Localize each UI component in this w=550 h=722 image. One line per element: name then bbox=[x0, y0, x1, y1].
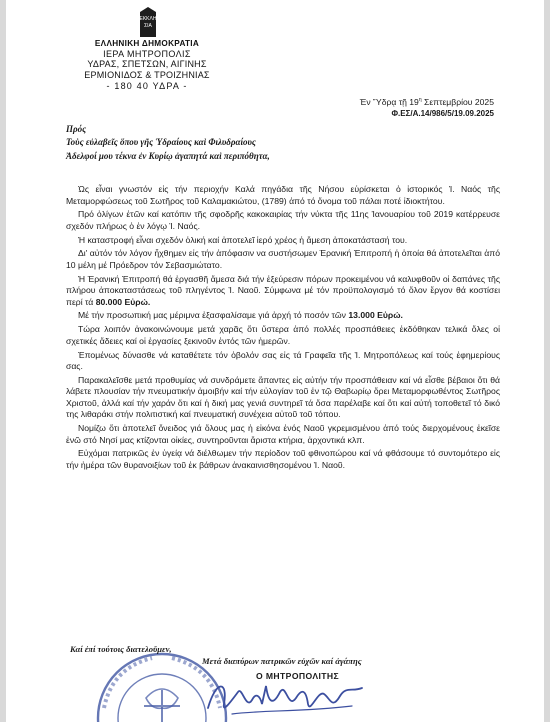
svg-text:ΕΚΚΛΗ: ΕΚΚΛΗ bbox=[139, 16, 157, 22]
header-regions: ΕΡΜΙΟΝΙΔΟΣ & ΤΡΟΙΖΗΝΙΑΣ bbox=[84, 70, 210, 80]
header-postcode: - 180 40 ΥΔΡΑ - bbox=[106, 81, 188, 91]
signatory-title: Ο ΜΗΤΡΟΠΟΛΙΤΗΣ bbox=[256, 671, 340, 681]
paragraph: Μέ τήν προσωπική μας μέριμνα ἐξασφαλίσαμε γιά ἀρχή τό ποσόν τῶν 13.000 Εὐρώ. bbox=[78, 310, 403, 321]
address-recipients: Τοὺς εὐλαβεῖς ὅπου γῆς Ὑδραίους καὶ Φιλυδραίους bbox=[66, 137, 256, 147]
paragraph: Ἡ καταστροφή εἶναι σχεδόν ὁλική καί ἀποτελεῖ ἱερό χρέος ἡ ἄμεση ἀποκατάστασή του. bbox=[78, 234, 408, 245]
secured-amount: 13.000 Εὐρώ. bbox=[348, 310, 403, 321]
address-salutation: Ἀδελφοί μου τέκνα ἐν Κυρίῳ ἀγαπητά καὶ περιπόθητα, bbox=[66, 151, 270, 161]
dateline: Ἐν Ὕδρᾳ τῇ $19^\eta$ Σεπτεμβρίου 2025 bbox=[359, 97, 494, 107]
paragraph: Ὡς εἶναι γνωστόν εἰς τήν περιοχήν Καλά πηγάδια τῆς Νήσου εὑρίσκεται ὁ ἱστορικός Ἱ. Ναός τῆς Μεταμορφώσεως τοῦ Σωτῆρος τοῦ Καλαμακιώτου, (1789) ἀπό τό ὄνομα τοῦ πάλαι ποτέ ἰδιοκτήτου. bbox=[66, 184, 500, 206]
svg-text:ΣΙΑ: ΣΙΑ bbox=[144, 23, 152, 29]
header-islands: ΥΔΡΑΣ, ΣΠΕΤΣΩΝ, ΑΙΓΙΝΗΣ bbox=[87, 59, 207, 69]
closing-blessing: Μετά διαπύρων πατρικῶν εὐχῶν καί ἀγάπης bbox=[202, 656, 362, 666]
reference-number: Φ.ΕΣ/Α.14/986/5/19.09.2025 bbox=[391, 109, 494, 118]
header-republic: ΕΛΛΗΝΙΚΗ ΔΗΜΟΚΡΑΤΙΑ bbox=[94, 39, 200, 48]
paragraph: Πρό ὀλίγων ἐτῶν καί κατόπιν τῆς σφοδρῆς κακοκαιρίας τήν νύκτα τῆς 11ης Ἰανουαρίου τοῦ 2019 κατέρρευσε σχεδόν πλήρως ὁ ἐν λόγῳ Ἱ. Ναός. bbox=[66, 209, 500, 231]
letter-body bbox=[66, 184, 500, 474]
church-emblem-icon bbox=[138, 6, 158, 38]
paragraph: Ἡ Ἐρανική Ἐπιτροπή θά ἐργασθῆ ἄμεσα διά τήν ἐξεύρεσιν πόρων προκειμένου νά καλυφθοῦν οἱ δαπάνες τῆς πλήρου ἀποκαταστάσεως τοῦ πληγέντος Ἱ. Ναοῦ. Σύμφωνα μέ τόν προϋπολογισμό τό ὅλον ἔργον θά κοστίσει περί τά 80.000 Εὐρώ. bbox=[66, 273, 500, 307]
paragraph: Εὐχόμαι πατρικῶς ἐν ὑγείᾳ νά διέλθωμεν τήν περίοδον τοῦ φθινοπώρου καί νά φθάσουμε τό συντομότερο εἰς τήν ἡμέρα τῶν θυρανοιξίων τοῦ ἐκ βάθρων ἀνακαινισθησομένου Ἱ. Ναοῦ. bbox=[66, 448, 500, 470]
letter-page bbox=[6, 0, 544, 722]
paragraph: Δι' αὐτόν τόν λόγον ἤχθημεν εἰς τήν ἀπόφασιν να συστήσωμεν Ἐρανική Ἐπιτροπή ἡ ὁποία θά ἀποτελεῖται ἀπό 10 μέλη μέ Πρόεδρον τόν Σεβασμιώτατο. bbox=[66, 248, 500, 270]
paragraph: Παρακαλεῖσθε μετά προθυμίας νά συνδράμετε ἅπαντες εἰς αὐτήν τήν προσπάθειαν καί νά εἶσθε βέβαιοι ὅτι θά λάβετε πλουσίαν τήν πνευματικήν ἀμοιβήν καί τήν εὐλογίαν τοῦ ἐν τῷ Θαβωρίῳ ὄρει Μεταμορφωθέντος Σωτῆρος Χριστοῦ, ἀλλά καί τήν χαράν ὅτι καί ἡ δική μας γενιά συντηρεῖ τά ὅσα παρέλαβε καί ὅτι καί αὐτή τοποθετεῖ τό δικό της λιθαράκι στήν πολιτιστική καί πνευματική συνέχεια αὐτοῦ τοῦ τόπου. bbox=[66, 374, 500, 420]
paragraph: Ἐπομένως δύνασθε νά καταθέτετε τόν ὀβολόν σας εἰς τά Γραφεῖα τῆς Ἱ. Μητροπόλεως καί τούς ἐφημερίους σας. bbox=[66, 349, 500, 372]
closing-line: Καί ἐπί τούτοις διατελοῦμεν, bbox=[70, 644, 172, 654]
header-metropolis: ΙΕΡΑ ΜΗΤΡΟΠΟΛΙΣ bbox=[103, 49, 191, 59]
paragraph: Τώρα λοιπόν ἀνακοινώνουμε μετά χαρᾶς ὅτι ὕστερα ἀπό πολλές προσπάθειες ἐκδόθηκαν τελικά ὅλες οἱ σχετικές ἄδειες καί οἱ ἐργασίες ξεκινοῦν ἐντός τῶν ἡμερῶν. bbox=[66, 324, 500, 346]
handwritten-signature-icon bbox=[202, 670, 370, 722]
address-to: Πρός bbox=[66, 124, 87, 134]
paragraph: Νομίζω ὅτι ἀποτελεῖ ὄνειδος γιά ὅλους μας ἡ εἰκόνα ἑνός Ναοῦ γκρεμισμένου ἀπό τούς διερχομένους ἐκεῖσε ἐνῶ στό Νησί μας κτίζονται οἰκίες, συντηροῦνται ἄριστα κτήρια, ἀρχοντικά κλπ. bbox=[66, 423, 500, 445]
total-cost: 80.000 Εὐρώ. bbox=[95, 296, 151, 307]
